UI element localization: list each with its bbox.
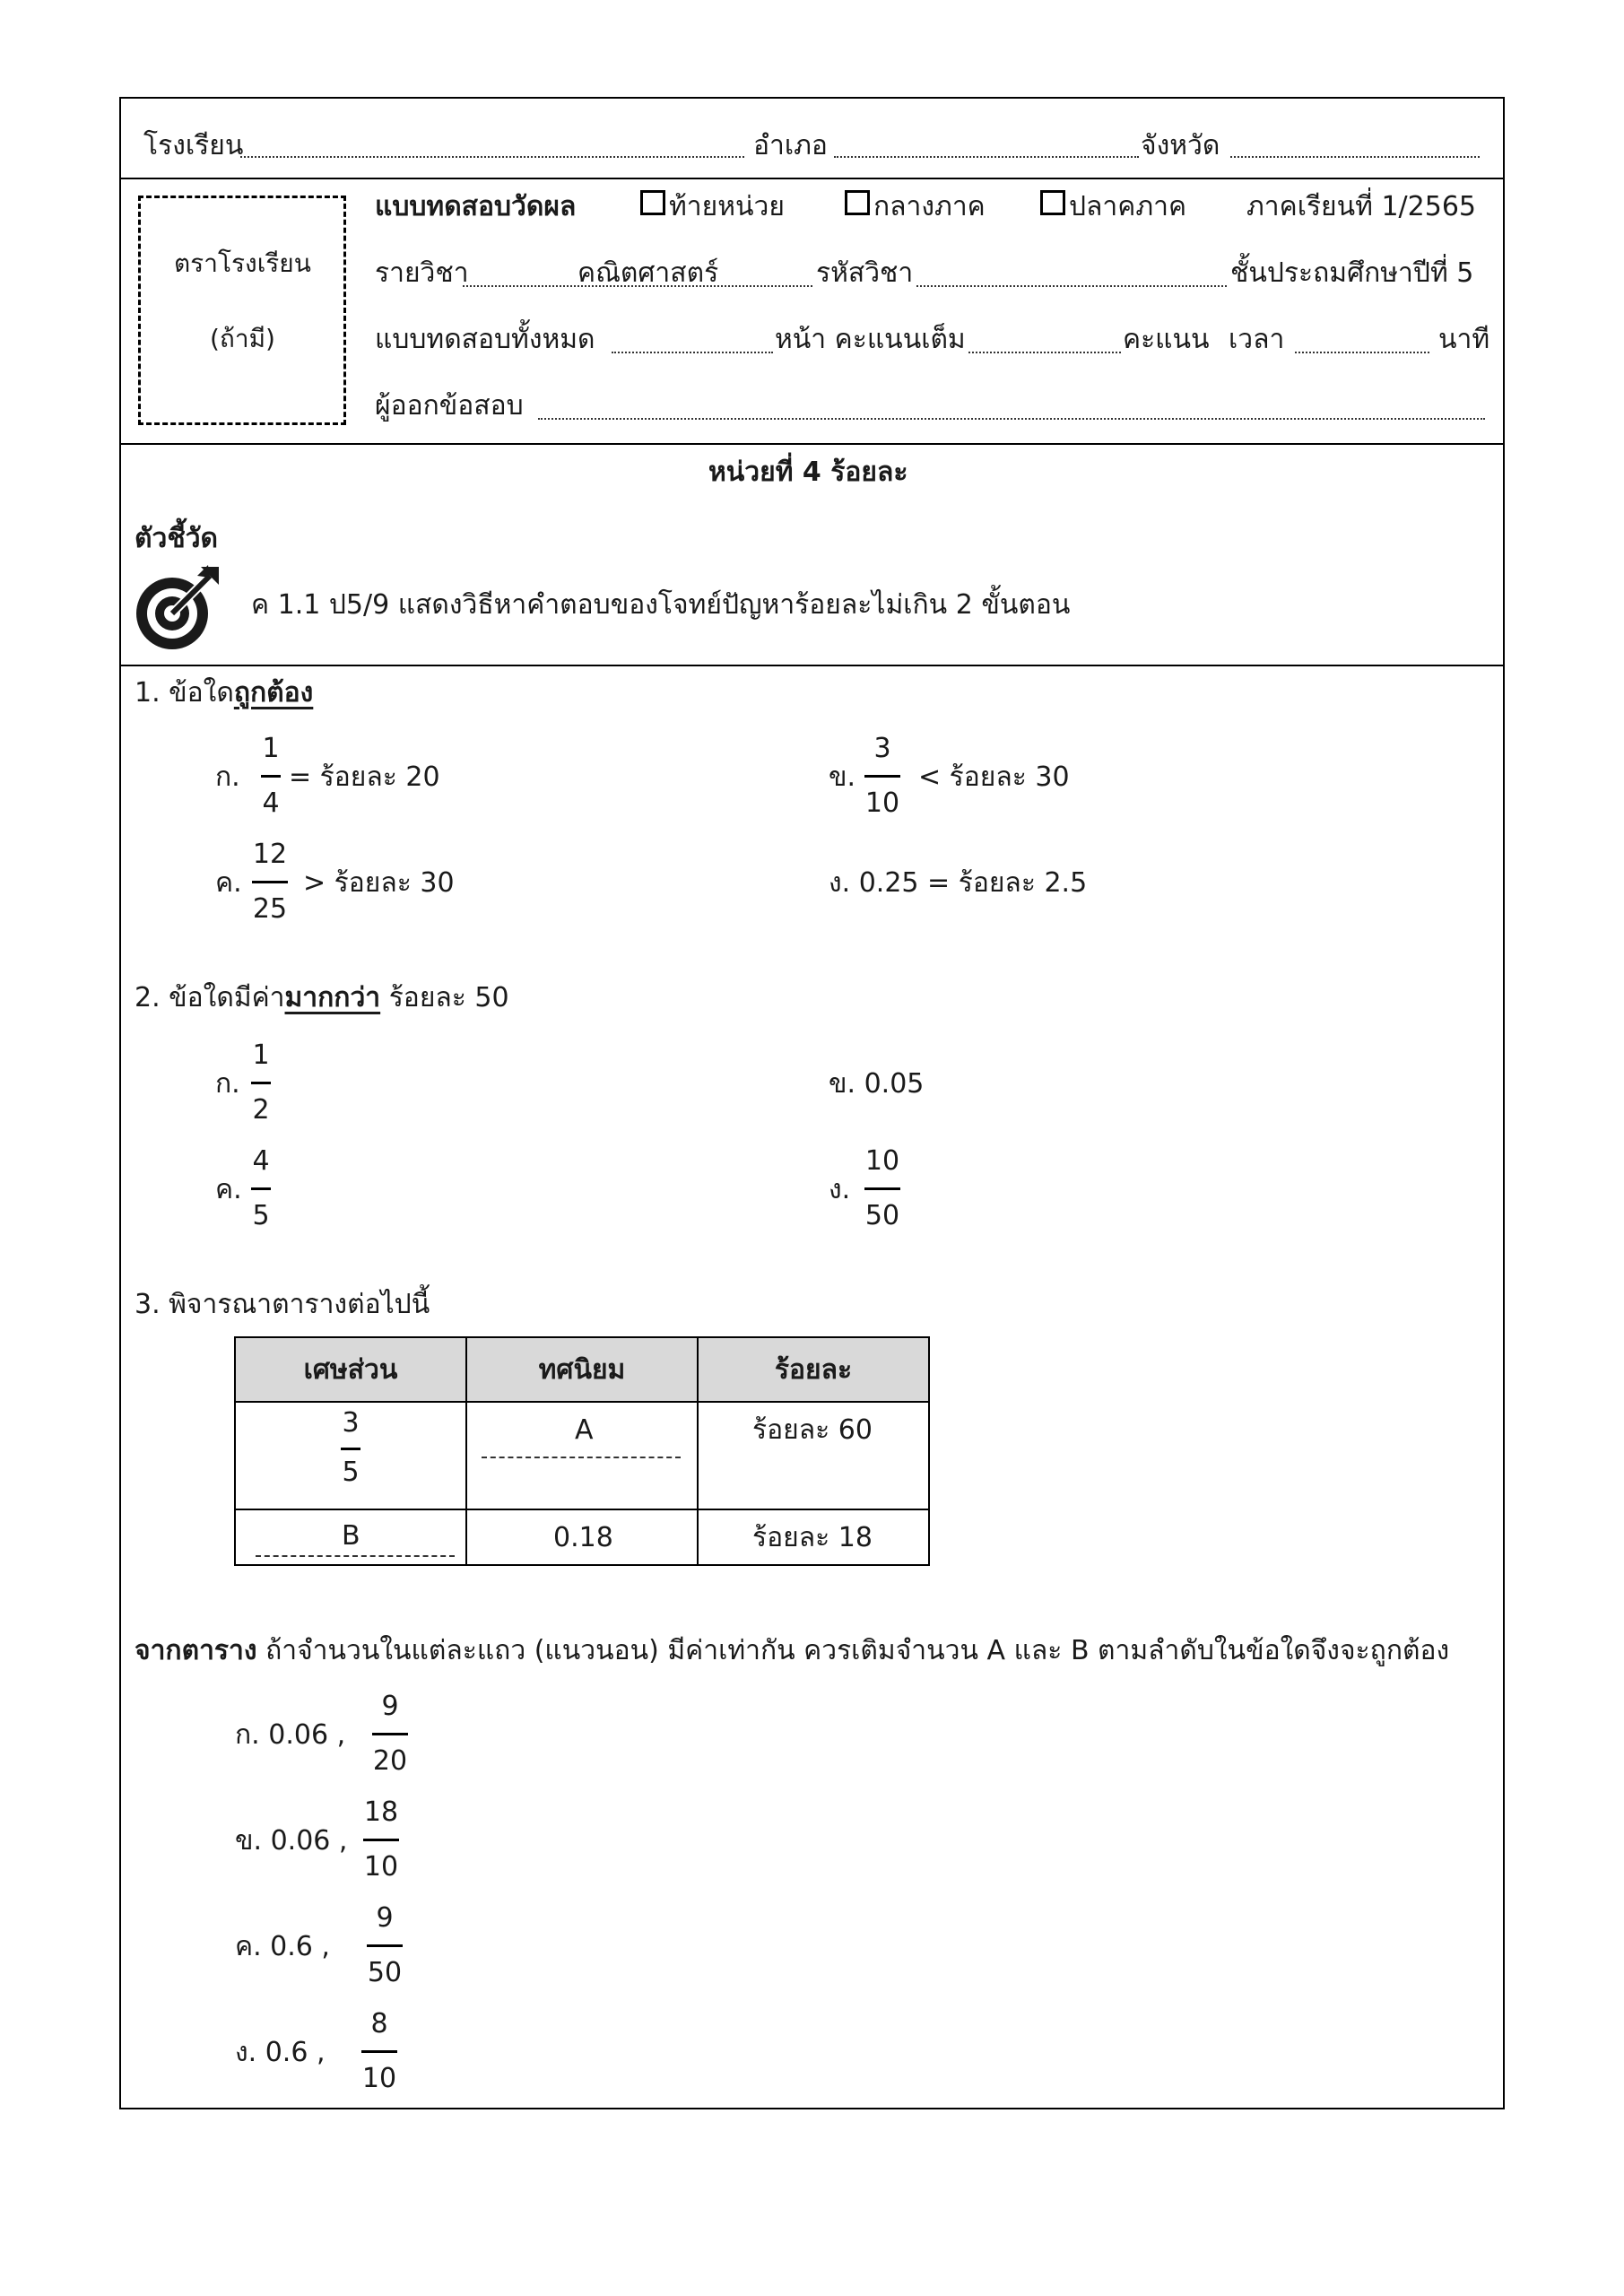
blank-b-line: [256, 1555, 455, 1557]
school-logo-placeholder: [138, 196, 346, 425]
q1-option-c-fraction: [249, 841, 291, 926]
numerator: 3: [342, 1407, 360, 1439]
q1-prefix: 1. ข้อใด: [135, 677, 234, 709]
q2-option-c-label: ค.: [215, 1174, 242, 1205]
q1-option-c-text: > ร้อยละ 30: [303, 867, 455, 899]
fraction-bar: [363, 1839, 399, 1841]
fraction-bar: [251, 1187, 271, 1190]
q3-option-a-text: ก. 0.06 ,: [235, 1719, 346, 1751]
row2-percent: ร้อยละ 18: [752, 1522, 873, 1553]
denominator: 5: [252, 1200, 270, 1231]
q3-option-c-text: ค. 0.6 ,: [235, 1931, 330, 1962]
q2-prefix: 2. ข้อใดมีค่า: [135, 982, 285, 1013]
final-checkbox[interactable]: [1040, 190, 1065, 215]
q1-option-b-text: < ร้อยละ 30: [918, 761, 1070, 793]
divider: [119, 665, 1505, 666]
indicator-text: ค 1.1 ป5/9 แสดงวิธีหาคำตอบของโจทย์ปัญหาร้อยละไม่เกิน 2 ขั้นตอน: [251, 589, 1071, 621]
divider: [119, 178, 1505, 179]
numerator: 9: [376, 1902, 394, 1934]
q2-emphasis: มากกว่า: [284, 982, 381, 1013]
header-decimal: ทศนิยม: [466, 1337, 698, 1402]
minutes-label: นาที: [1438, 324, 1490, 355]
numerator: 3: [873, 733, 891, 764]
numerator: 1: [252, 1039, 270, 1071]
q3-option-a-fraction: [369, 1693, 411, 1779]
q3-option-b-text: ข. 0.06 ,: [235, 1825, 348, 1857]
q2-suffix: ร้อยละ 50: [380, 982, 509, 1013]
fullscore-blank: [968, 352, 1121, 353]
q2-option-b: ข. 0.05: [829, 1068, 925, 1100]
q3-prompt: 3. พิจารณาตารางต่อไปนี้: [135, 1289, 430, 1320]
q2-option-c-fraction: [246, 1145, 276, 1233]
subject-value: คณิตศาสตร์: [578, 257, 719, 289]
q1-option-c-label: ค.: [215, 867, 242, 899]
q3-option-d-text: ง. 0.6 ,: [235, 2037, 326, 2068]
q1-option-b-fraction: [863, 735, 902, 821]
blank-a-label: A: [575, 1414, 594, 1446]
numerator: 10: [864, 1145, 900, 1177]
numerator: 12: [252, 839, 288, 870]
numerator: 18: [363, 1796, 399, 1828]
fraction-bar: [361, 2050, 397, 2053]
time-blank: [1295, 352, 1429, 353]
q3-option-d-fraction: [359, 2008, 400, 2096]
denominator: 10: [363, 1851, 399, 1883]
target-icon: [131, 563, 222, 655]
q2-option-d-label: ง.: [829, 1174, 851, 1205]
numerator: 1: [262, 733, 280, 764]
pages-label: หน้า คะแนนเต็ม: [775, 324, 966, 355]
q3-question-text: ถ้าจำนวนในแต่ละแถว (แนวนอน) มีค่าเท่ากัน ควรเติมจำนวน A และ B ตามลำดับในข้อใดจึงจะถูกต้อง: [256, 1635, 1450, 1666]
unit-title: หน่วยที่ 4 ร้อยละ: [708, 457, 908, 488]
denominator: 10: [361, 2063, 397, 2094]
q1-option-a-text: = ร้อยละ 20: [289, 761, 440, 793]
row1-fraction: [333, 1407, 369, 1490]
author-label: ผู้ออกข้อสอบ: [375, 390, 524, 422]
row2-decimal: 0.18: [553, 1522, 613, 1553]
province-blank: [1230, 156, 1480, 158]
conversion-table: [234, 1336, 930, 1566]
denominator: 5: [342, 1457, 360, 1488]
school-label: โรงเรียน: [143, 130, 244, 161]
header-percent: ร้อยละ: [698, 1337, 929, 1402]
midterm-label: กลางภาค: [873, 191, 986, 222]
q1-option-a-label: ก.: [215, 761, 240, 793]
numerator: 4: [252, 1145, 270, 1177]
denominator: 25: [252, 893, 288, 925]
row2-decimal-cell: [466, 1509, 698, 1565]
code-label: รหัสวิชา: [816, 257, 914, 289]
q1-option-d: ง. 0.25 = ร้อยละ 2.5: [829, 867, 1088, 899]
total-label: แบบทดสอบทั้งหมด: [375, 324, 595, 355]
row1-fraction-cell: [235, 1402, 466, 1509]
q1-option-b-label: ข.: [829, 761, 856, 793]
divider: [119, 443, 1505, 445]
numerator: 8: [370, 2008, 388, 2039]
numerator: 9: [381, 1691, 399, 1722]
fraction-bar: [367, 1944, 403, 1947]
code-blank: [916, 285, 1227, 287]
q1-option-a-fraction: [255, 735, 287, 821]
end-unit-label: ท้ายหน่วย: [669, 191, 785, 222]
fraction-bar: [372, 1733, 408, 1735]
q3-question: [135, 1635, 1450, 1666]
denominator: 50: [864, 1200, 900, 1231]
from-table-label: จากตาราง: [135, 1635, 257, 1666]
denominator: 50: [367, 1957, 403, 1988]
indicator-heading: ตัวชี้วัด: [135, 523, 219, 554]
midterm-checkbox[interactable]: [845, 190, 870, 215]
semester: ภาคเรียนที่ 1/2565: [1246, 191, 1476, 222]
province-label: จังหวัด: [1141, 130, 1220, 161]
q3-option-b-fraction: [360, 1796, 402, 1884]
school-blank: [240, 156, 744, 158]
time-label: เวลา: [1229, 324, 1285, 355]
end-unit-checkbox[interactable]: [640, 190, 665, 215]
district-blank: [834, 156, 1139, 158]
final-label: ปลาคภาค: [1069, 191, 1187, 222]
blank-a-line: [482, 1457, 681, 1458]
district-label: อำเภอ: [753, 130, 828, 161]
q2-option-d-fraction: [863, 1145, 902, 1233]
row2-percent-cell: [698, 1509, 929, 1565]
fraction-bar: [864, 775, 900, 778]
row1-decimal-cell: [466, 1402, 698, 1509]
logo-note: (ถ้ามี): [210, 324, 275, 353]
subject-label: รายวิชา: [375, 257, 469, 289]
q2-prompt: [135, 982, 509, 1013]
q1-emphasis: ถูกต้อง: [233, 677, 314, 709]
denominator: 20: [372, 1745, 408, 1777]
fraction-bar: [261, 775, 281, 778]
q2-option-a-label: ก.: [215, 1068, 240, 1100]
q2-option-a-fraction: [246, 1039, 276, 1127]
denominator: 4: [262, 787, 280, 819]
grade: ชั้นประถมศึกษาปีที่ 5: [1230, 257, 1474, 289]
author-blank: [538, 418, 1485, 420]
q3-option-c-fraction: [364, 1902, 405, 1990]
row1-percent: ร้อยละ 60: [752, 1414, 873, 1446]
total-blank: [612, 352, 773, 353]
row2-fraction-cell: [235, 1509, 466, 1565]
denominator: 10: [864, 787, 900, 819]
blank-b-label: B: [342, 1520, 360, 1552]
logo-label: ตราโรงเรียน: [174, 248, 311, 278]
row1-percent-cell: [698, 1402, 929, 1509]
denominator: 2: [252, 1094, 270, 1126]
test-title: แบบทดสอบวัดผล: [375, 191, 577, 222]
header-fraction: เศษส่วน: [235, 1337, 466, 1402]
fraction-bar: [251, 1082, 271, 1084]
points-label: คะแนน: [1123, 324, 1210, 355]
fraction-bar: [252, 881, 288, 883]
q1-prompt: [135, 677, 314, 709]
fraction-bar: [864, 1187, 900, 1190]
fraction-bar: [341, 1448, 360, 1450]
